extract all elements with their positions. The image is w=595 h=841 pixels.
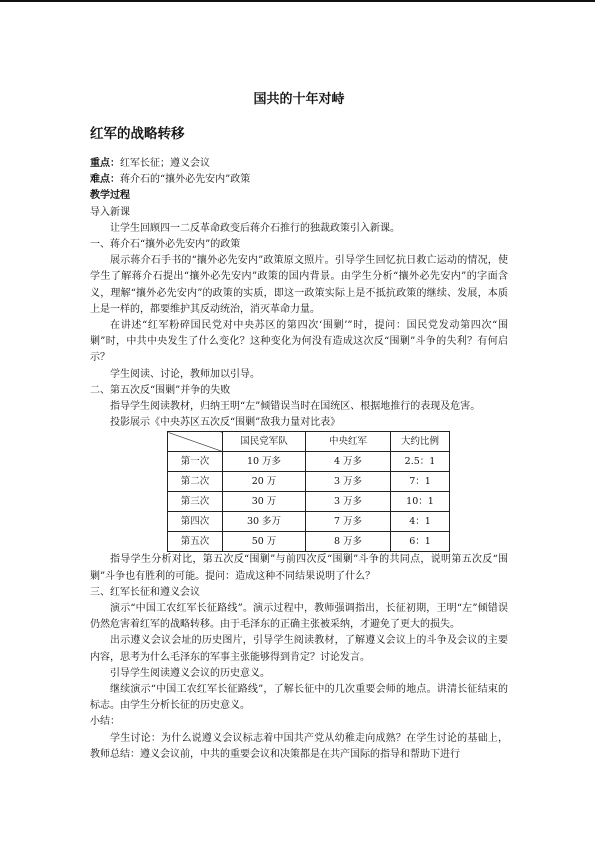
table-row [168,472,450,492]
table-cell: 4：1 [391,512,450,532]
table-cell: 第五次 [168,532,223,552]
table-caption: 投影展示《中央苏区五次反“围剿”敌我力量对比表》 [110,417,341,429]
part2-heading: 二、第五次反“围剿”并争的失败 [90,384,231,396]
table-cell: 6：1 [391,532,450,552]
table-cell: 20 万 [223,472,306,492]
table-cell: 50 万 [223,532,306,552]
table-cell: 第二次 [168,472,223,492]
table-cell: 第一次 [168,452,223,472]
intro-heading: 导入新课 [90,206,130,218]
table-cell: 8 万多 [306,532,391,552]
table-cell: 7 万多 [306,512,391,532]
difficulties [90,172,508,188]
summary-paragraph: 学生讨论：为什么说遵义会议标志着中国共产党从幼稚走向成熟？在学生讨论的基础上，教师总结：遵义会议前，中共的重要会议和决策都是在共产国际的指导和帮助下进行 [90,732,508,760]
table-row [168,532,450,552]
document-title: 国共的十年对峙 [253,92,345,107]
table-cell: 第三次 [168,492,223,512]
part3-paragraph-1: 演示“中国工农红军长征路线”。演示过程中，教师强调指出，长征初期，王明“左”倾错误仍然危害着红军的战略转移。由于毛泽东的正确主张被采纳，才避免了更大的损失。 [90,603,508,631]
table-cell: 10：1 [391,492,450,512]
table-header-cell: 中央红军 [306,432,391,452]
page-top-rule [0,0,595,2]
section-title: 红军的战略转移 [90,126,185,142]
table-cell: 2.5：1 [391,452,450,472]
table-header-cell: 大约比例 [391,432,450,452]
table-corner-cell [168,432,223,452]
difficulties-text: 蒋介石的“攘外必先安内”政策 [120,174,251,186]
part3-paragraph-3: 引导学生阅读遵义会议的历史意义。 [110,667,270,679]
table-row [168,512,450,532]
table-cell: 7：1 [391,472,450,492]
table-cell: 3 万多 [306,472,391,492]
table-header-cell: 国民党军队 [223,432,306,452]
table-row [168,492,450,512]
table-header-row [168,432,450,452]
table-cell: 4 万多 [306,452,391,472]
difficulties-label: 难点： [90,174,120,186]
part1-paragraph-2: 在讲述“红军粉碎国民党对中央苏区的第四次‘围剿’”时，提问：国民党发动第四次“围剿”时，中共中央发生了什么变化？这种变化为何没有造成这次反“围剿”斗争的失利？有何启示？ [90,320,508,364]
part2-paragraph-1: 指导学生阅读教材，归纳王明“左”倾错误当时在国统区、根据地推行的表现及危害。 [110,401,481,413]
document-page [90,92,508,763]
part1-paragraph-3: 学生阅读、讨论，教师加以引导。 [110,368,260,380]
table-row [168,452,450,472]
key-points-text: 红军长征；遵义会议 [120,158,210,169]
table-cell: 30 万 [223,492,306,512]
table-cell: 3 万多 [306,492,391,512]
part1-paragraph-1: 展示蒋介石手书的“攘外必先安内”政策原文照片。引导学生回忆抗日救亡运动的情况，使学生了解蒋介石提出“攘外必先安内”政策的国内背景。由学生分析“攘外必先安内”的字面含义，理解“攘外必先安内”的政策的实质，即这一政策实际上是不抵抗政策的继续、发展，本质上是一样的，都要维护其反动统治，消灭革命力量。 [90,255,508,315]
table-cell: 10 万多 [223,452,306,472]
part3-paragraph-2: 出示遵义会议会址的历史图片，引导学生阅读教材，了解遵义会议上的斗争及会议的主要内容，思考为什么毛泽东的军事主张能够得到肯定？讨论发言。 [90,635,508,663]
intro-paragraph: 让学生回顾四一二反革命政变后蒋介石推行的独裁政策引入新课。 [110,222,400,234]
summary-heading: 小结： [90,716,120,728]
table-cell: 30 多万 [223,512,306,532]
part1-heading: 一、蒋介石“攘外必先安内”的政策 [90,239,241,251]
forces-comparison-table [167,431,450,552]
process-heading: 教学过程 [90,190,130,202]
part2-paragraph-2: 指导学生分析对比，第五次反“围剿”与前四次反“围剿”斗争的共同点，说明第五次反“围剿”斗争也有胜利的可能。提问：造成这种不同结果说明了什么？ [90,554,508,582]
table-cell: 第四次 [168,512,223,532]
key-points [90,156,508,172]
key-points-label: 重点： [90,158,120,169]
part3-paragraph-4: 继续演示“中国工农红军长征路线”，了解长征中的几次重要会师的地点。讲清长征结束的标志。由学生分析长征的历史意义。 [90,684,508,712]
part3-heading: 三、红军长征和遵义会议 [90,586,200,598]
